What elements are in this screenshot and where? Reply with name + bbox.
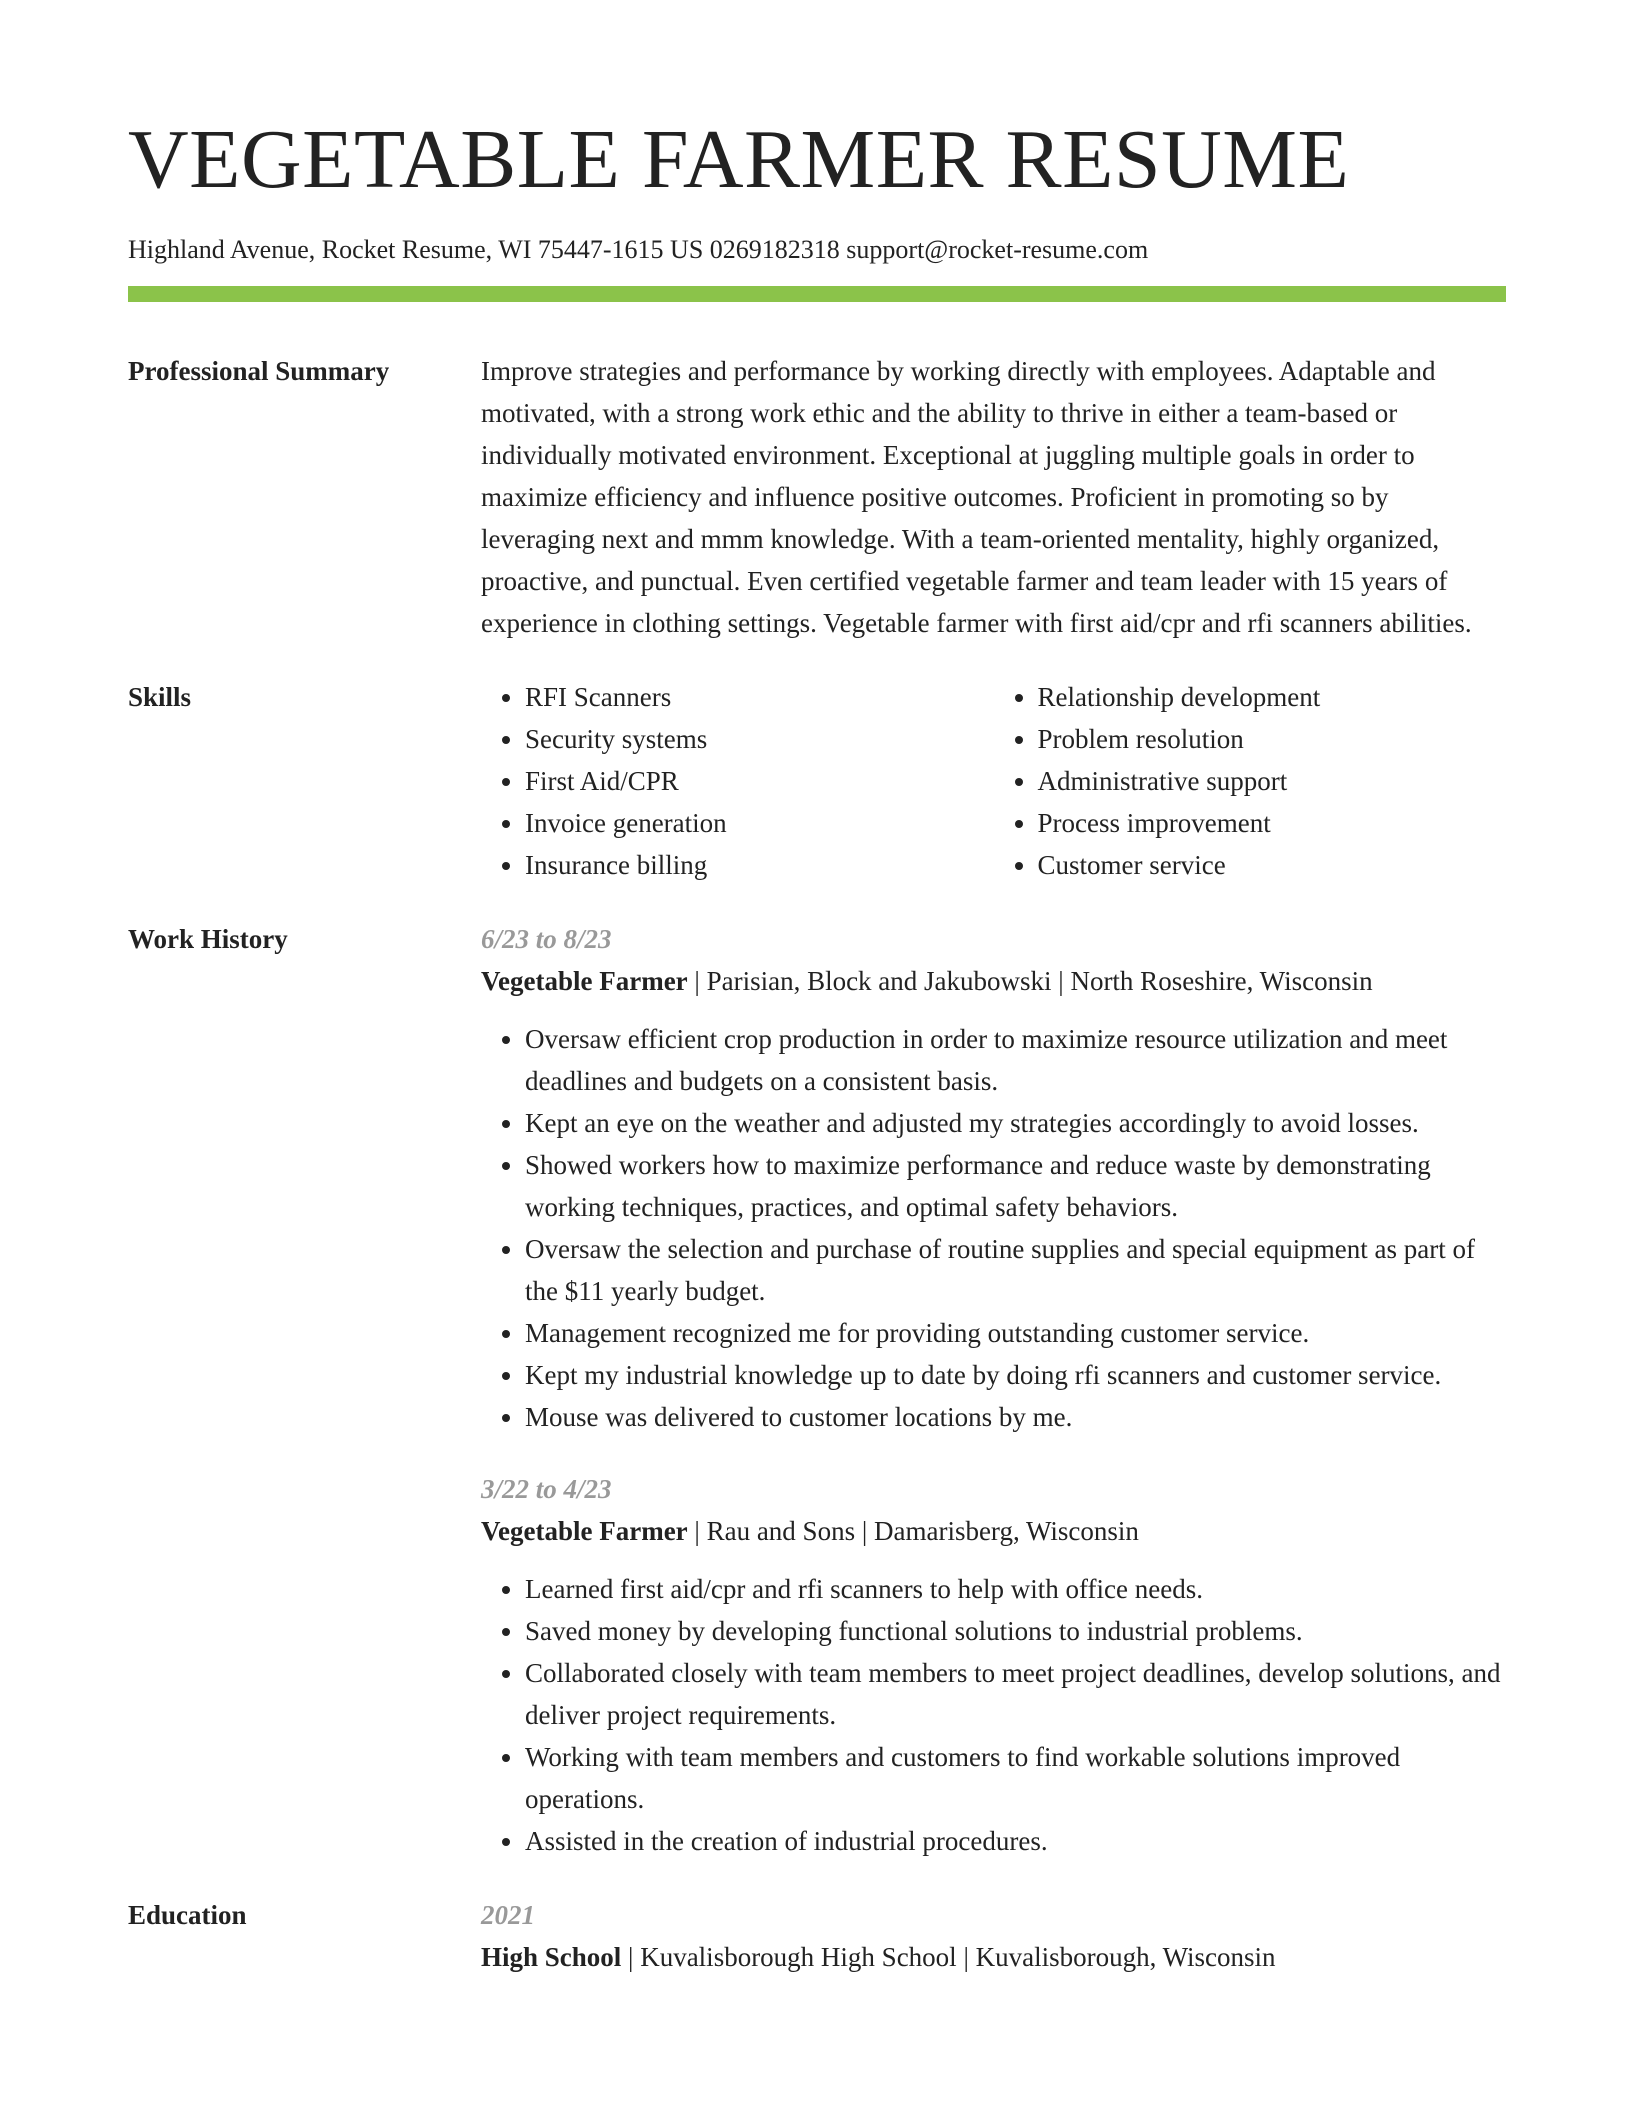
skill-item: • Customer service [1038, 844, 1507, 886]
accent-divider [128, 286, 1506, 302]
job-title: Vegetable Farmer [481, 966, 688, 996]
job-title-line [481, 1510, 1506, 1552]
job-bullet: • Collaborated closely with team members to meet project deadlines, develop solutions, and deliver project requirements. [525, 1652, 1506, 1736]
section-heading-work-history: Work History [128, 924, 288, 954]
job-bullet: • Oversaw efficient crop production in order to maximize resource utilization and meet deadlines and budgets on a consistent basis. [525, 1018, 1506, 1102]
job-bullet: • Management recognized me for providing outstanding customer service. [525, 1312, 1506, 1354]
education-date: 2021 [481, 1900, 535, 1930]
education-section [128, 1894, 1506, 1978]
job-employer-location: | Parisian, Block and Jakubowski | North Roseshire, Wisconsin [687, 966, 1373, 996]
work-history-section [128, 918, 1506, 1862]
skills-list-right [994, 676, 1507, 886]
education-school-location: | Kuvalisborough High School | Kuvalisborough, Wisconsin [621, 1942, 1276, 1972]
skill-item: • First Aid/CPR [525, 760, 994, 802]
job-bullet: • Showed workers how to maximize performance and reduce waste by demonstrating working techniques, practices, and optimal safety behaviors. [525, 1144, 1506, 1228]
job-dates: 6/23 to 8/23 [481, 924, 612, 954]
contact-line: Highland Avenue, Rocket Resume, WI 75447-1615 US 0269182318 support@rocket-resume.com [128, 235, 1149, 264]
summary-text: Improve strategies and performance by working directly with employees. Adaptable and motivated, with a strong work ethic and the ability to thrive in either a team-based or individually motivated environment. Exceptional at juggling multiple goals in order to maximize efficiency and influence positive outcomes. Proficient in promoting so by leveraging next and mmm knowledge. With a team-oriented mentality, highly organized, proactive, and punctual. Even certified vegetable farmer and team leader with 15 years of experience in clothing settings. Vegetable farmer with first aid/cpr and rfi scanners abilities. [481, 356, 1472, 638]
skill-item: • Process improvement [1038, 802, 1507, 844]
skill-item: • Problem resolution [1038, 718, 1507, 760]
skill-item: • Security systems [525, 718, 994, 760]
job-bullet: • Kept my industrial knowledge up to date by doing rfi scanners and customer service. [525, 1354, 1506, 1396]
job-bullet: • Mouse was delivered to customer locations by me. [525, 1396, 1506, 1438]
job-bullets [481, 1018, 1506, 1438]
job-entry [481, 918, 1506, 1438]
skill-item: • RFI Scanners [525, 676, 994, 718]
summary-body [481, 350, 1506, 644]
skill-item: • Administrative support [1038, 760, 1507, 802]
job-employer-location: | Rau and Sons | Damarisberg, Wisconsin [687, 1516, 1139, 1546]
work-history-body [481, 918, 1506, 1862]
education-degree: High School [481, 1942, 622, 1972]
job-bullet: • Oversaw the selection and purchase of routine supplies and special equipment as part of the $11 yearly budget. [525, 1228, 1506, 1312]
job-bullet: • Saved money by developing functional solutions to industrial problems. [525, 1610, 1506, 1652]
job-bullet: • Kept an eye on the weather and adjusted my strategies accordingly to avoid losses. [525, 1102, 1506, 1144]
skills-body [481, 676, 1506, 886]
section-heading-education: Education [128, 1900, 247, 1930]
skills-section [128, 676, 1506, 886]
job-bullet: • Learned first aid/cpr and rfi scanners to help with office needs. [525, 1568, 1506, 1610]
job-entry [481, 1468, 1506, 1862]
job-bullets [481, 1568, 1506, 1862]
job-bullet: • Working with team members and customers to find workable solutions improved operations. [525, 1736, 1506, 1820]
job-title: Vegetable Farmer [481, 1516, 688, 1546]
resume-title: VEGETABLE FARMER RESUME [128, 113, 1350, 206]
section-heading-professional-summary: Professional Summary [128, 356, 390, 386]
skill-item: • Insurance billing [525, 844, 994, 886]
section-heading-skills: Skills [128, 682, 192, 712]
skills-list-left [481, 676, 994, 886]
resume-sections [128, 350, 1506, 1978]
job-bullet: • Assisted in the creation of industrial procedures. [525, 1820, 1506, 1862]
skill-item: • Invoice generation [525, 802, 994, 844]
education-body [481, 1894, 1506, 1978]
professional-summary-section [128, 350, 1506, 644]
skill-item: • Relationship development [1038, 676, 1507, 718]
job-title-line [481, 960, 1506, 1002]
job-dates: 3/22 to 4/23 [481, 1474, 612, 1504]
education-line [481, 1936, 1506, 1978]
